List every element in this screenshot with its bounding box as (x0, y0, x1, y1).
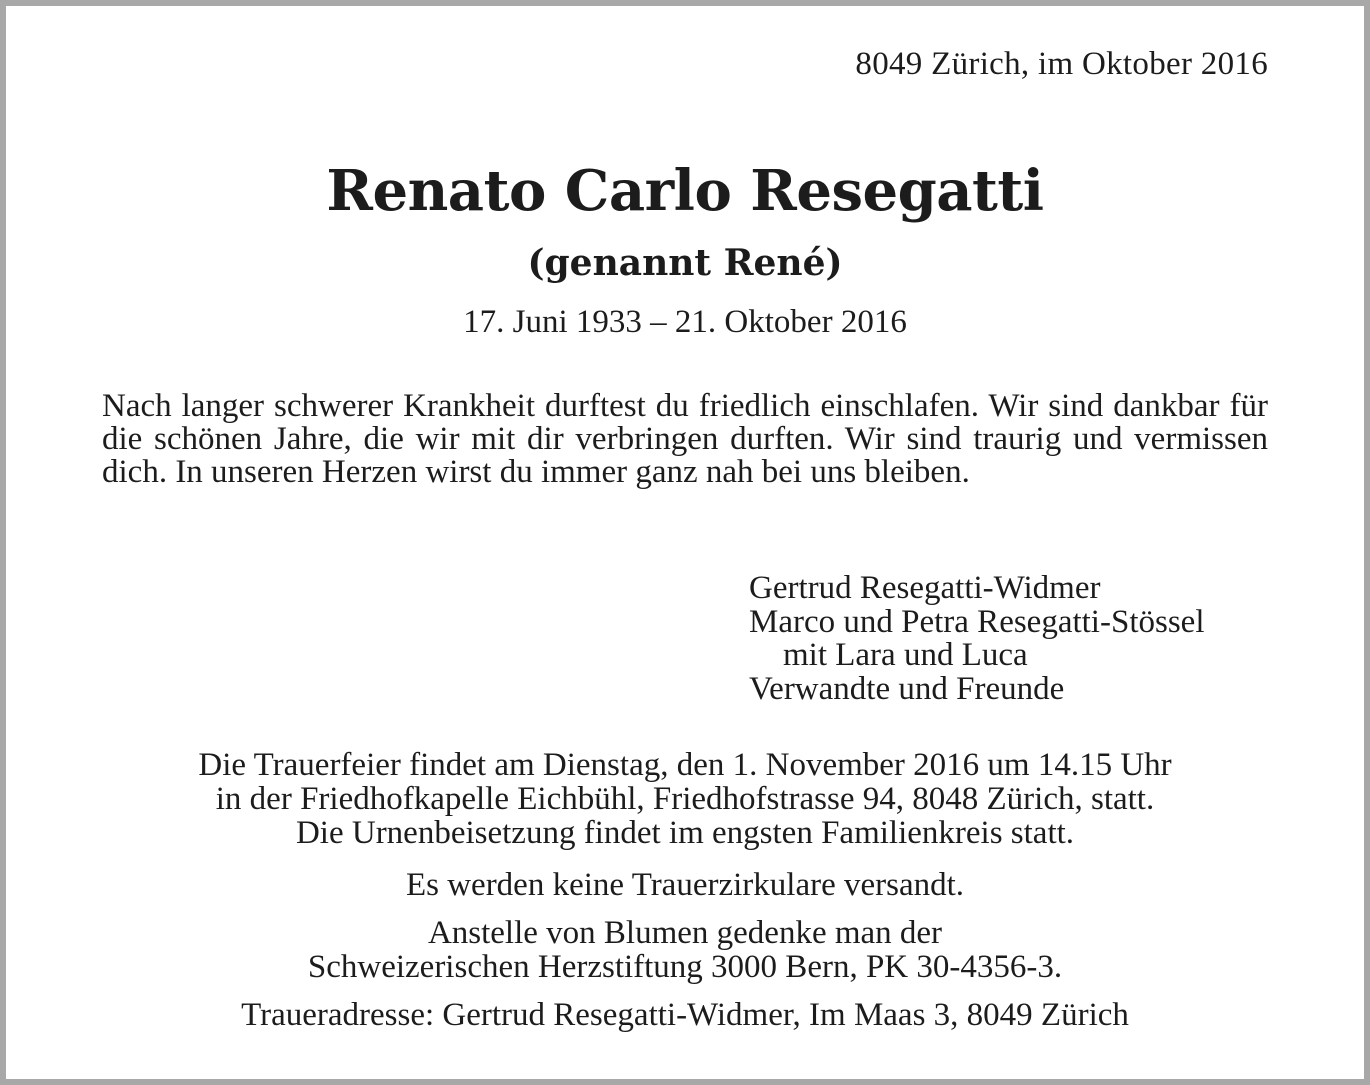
mourner-line: Gertrud Resegatti-Widmer (749, 570, 1101, 606)
mourning-address: Traueradresse: Gertrud Resegatti-Widmer, Im Maas 3, 8049 Zürich (241, 997, 1129, 1033)
donation-info (6, 916, 1364, 984)
ceremony-line: Die Trauerfeier findet am Dienstag, den 1. November 2016 um 14.15 Uhr (198, 747, 1172, 783)
donation-line: Schweizerischen Herzstiftung 3000 Bern, PK 30-4356-3. (307, 949, 1063, 985)
ceremony-line: in der Friedhofkapelle Eichbühl, Friedhofstrasse 94, 8048 Zürich, statt. (215, 781, 1155, 817)
mourners-list (749, 572, 1205, 706)
mourner-line: mit Lara und Luca (783, 637, 1028, 673)
life-dates: 17. Juni 1933 – 21. Oktober 2016 (463, 304, 907, 340)
circulars-note: Es werden keine Trauerzirkulare versandt. (405, 867, 965, 903)
mourner-line: Marco und Petra Resegatti-Stössel (749, 603, 1205, 640)
ceremony-line: Die Urnenbeisetzung findet im engsten Familienkreis statt. (295, 815, 1075, 851)
ceremony-info (6, 748, 1364, 850)
deceased-name: Renato Carlo Resegatti (326, 158, 1044, 224)
donation-line: Anstelle von Blumen gedenke man der (427, 915, 943, 951)
obituary-notice (6, 6, 1364, 1079)
mourner-line: Verwandte und Freunde (749, 670, 1065, 707)
farewell-message: Nach langer schwerer Krankheit durftest du friedlich einschlafen. Wir sind dankbar für die schönen Jahre, die wir mit dir verbringen durften. Wir sind traurig und vermissen dich. In unseren Herzen wirst du immer ganz nah bei uns bleiben. (102, 388, 1268, 490)
deceased-nickname: (genannt René) (527, 242, 843, 284)
place-date: 8049 Zürich, im Oktober 2016 (855, 46, 1268, 82)
